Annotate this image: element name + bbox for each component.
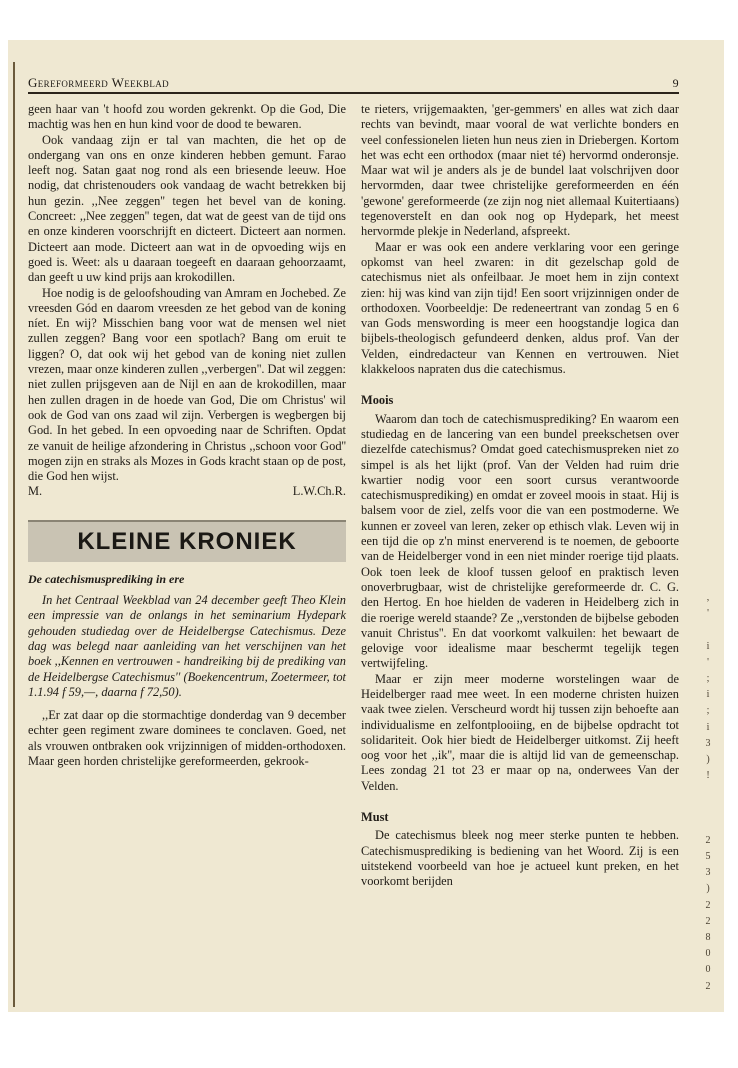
paragraph: Hoe nodig is de geloofshouding van Amram en Jochebed. Ze vreesden Gód en daarom vreesden ze het gebod van de koning níet. En wij? Misschien bang voor wat de mensen wel niet zullen zeggen? Bang voor een spotlach? Bang om eruit te liggen? O, dat ook wij het gebod van de koning niet zullen vrezen, maar onze kinderen zullen ,,verbergen''. Dat wil zeggen: niet zullen prijsgeven aan de Nijl en aan de krokodillen, maar hen zullen dragen in de hoede van God, Die om Christus' wil ook de God van ons zaad wil zijn. Verbergen is wegbergen bij God. In het gebed. In een opvoeding naar de Schriften. Opdat ze vanuit de heilige afzondering in Christus ,,schoon voor God'' mogen zijn en straks als Mozes in Gods kracht staan op de post, die God hen wijst. [28,285,346,484]
margin-mark: 2 [705,834,711,846]
header-rule [28,92,679,94]
margin-mark: 3 [705,737,711,749]
section-heading: Must [361,810,389,825]
margin-mark: 0 [705,964,711,976]
article-title: De catechismusprediking in ere [28,571,185,586]
right-column [361,102,679,890]
margin-mark: ; [706,672,710,684]
margin-mark: 0 [705,948,711,960]
article-intro: In het Centraal Weekblad van 24 december geeft Theo Klein een impressie van de onlangs in het seminarium Hydepark gehouden studiedag over de Heidelbergse Catechismus. Deze dag was belegd naar aanleiding van het verschijnen van het boek ,,Kennen en vertrouwen - handreiking bij de prediking van de Heidelbergse Catechismus'' (Boekencentrum, Zoetermeer, tot 1.1.94 f 59,—, daarna f 72,50). [28,593,346,699]
margin-mark [701,784,715,800]
paragraph: te rieters, vrijgemaakten, 'ger-gemmers' en alles wat zich daar rechts van bevindt, maar vooral de wat verlichte bonders en veel confessionelen lieten hun neus zien in Driebergen. Kortom het was echt een orthodox (maar niet té) hervormd onderonsje. Maar wat wil je anders als je de bundel laat volschrijven door hervormden, daar twee christelijke gereformeerden en één 'gewone' gereformeerde (ze zijn nog niet allemaal Kuitertiaans) tegenoversteIt en dan ook nog op Hydepark, het meest hervormde plekje in Nederland, afspreekt. [361,102,679,239]
margin-mark: 5 [705,851,711,862]
margin-mark [701,817,715,833]
margin-mark: 3 [705,867,711,879]
margin-mark: 2 [705,915,711,927]
signature-author: L.W.Ch.R. [292,484,346,499]
margin-mark: 2 [705,899,711,911]
margin-mark: ' [707,656,709,668]
paragraph: De catechismus bleek nog meer sterke punten te hebben. Catechismusprediking is bediening van het Woord. Zij is een uitstekend voorbeeld van hoe je actueel kunt preken, en het voorkomt berijden [361,828,679,889]
margin-mark: ! [706,770,710,782]
margin-mark [701,622,715,638]
left-column [28,102,346,769]
margin-mark: i [706,721,710,733]
margin-mark [701,800,715,816]
margin-mark: , [706,592,710,603]
section-heading: Moois [361,393,394,408]
paragraph: Waarom dan toch de catechismusprediking? En waarom een studiedag en de lancering van een bundel preekschetsen over diezelfde catechismus? Omdat goed catechismuspreken niet zo simpel is als het lijkt (prof. Van der Velden had ruim drie kwartier nodig voor een soort cursus verantwoorde catechismusprediking) en omdat er zoveel moois in staat. Hij is balsem voor de ziel, zelfs voor die van een postmoderne. We kunnen er zoveel van leren, zeker op ethisch vlak. Leven wij in een tijd die op z'n minst enerverend is te noemen, de geboorte van de Heidelberger vond in een niet minder roerige tijd plaats. Ook toen leek de kloof tussen geloof en praktisch leven onoverbrugbaar, wist de christelijke gereformeerde dr. C. G. den Hertog. En hoe hielden de vaderen in Heidelberg zich in die roerige wereld staande? Ze ,,verstonden de bijbelse geboden vanuit Christus''. En dat voorkomt valkuilen: het bewaart de gelovige voor idealisme maar beschermt tegelijk tegen vertwijfeling. [361,411,679,671]
margin-mark: ) [706,753,710,765]
running-header [28,75,679,91]
binding-edge [13,62,15,1007]
margin-mark: 8 [705,931,711,943]
section-banner-title: KLEINE KRONIEK [77,528,297,556]
margin-mark: i [706,689,710,701]
signature-initial: M. [28,484,43,499]
publication-title: Gereformeerd Weekblad [28,75,170,90]
margin-mark: ; [706,705,710,717]
signature-line [28,484,346,499]
paragraph: Ook vandaag zijn er tal van machten, die het op de ondergang van ons en onze kinderen hebben gemunt. Farao leeft nog. Satan gaat nog rond als een briesende leeuw. Hoe nodig, dat christenouders ook vandaag de wacht betrekken bij hun gezin. ,,Nee zeggen'' tegen het bevel van de koning. Concreet: ,,Nee zeggen'' tegen, dat wat de geest van de tijd ons en onze kinderen voorschrijft en dicteert. Dicteert aan normen. Dicteert aan mode. Dicteert aan wat in de opvoeding wijs en goed is. Weet: als u daaraan toegeeft en daaraan gehoorzaamt, dan geeft u uw kind prijs aan krokodillen. [28,132,346,285]
margin-mark: ' [707,608,709,620]
margin-mark: ) [706,883,710,895]
page-number: 9 [672,76,679,90]
section-banner [28,520,346,562]
paragraph: geen haar van 't hoofd zou worden gekrenkt. Op die God, Die machtig was hen en hun kind voor de dood te bewaren. [28,102,346,132]
paragraph: ,,Er zat daar op die stormachtige donderdag van 9 december echter geen regiment zware dominees te conclaven. Goed, net als vrouwen ontbraken ook vrijzinnigen of midden-orthodoxen. Maar geen horden christelijke gereformeerden, gekrook- [28,708,346,768]
paragraph: Maar er was ook een andere verklaring voor een geringe opkomst van heel zwaren: in dit gezelschap gold de catechismus niet als onfeilbaar. Je moet hem in zijn context zien: hij was kind van zijn tijd! Een soort vrijzinnigen onder de orthodoxen. Voorbeeldje: De redeneertrant van zondag 5 en 6 van Gods menswording is meer een hoogstandje logica dan bijbels-theologisch gefundeerd denken, aldus prof. Van der Velden, eindredacteur van Kennen en vertrouwen. Niet klakkeloos napraten dus die catechismus. [361,239,679,377]
margin-mark: i [706,640,710,652]
paragraph: Maar er zijn meer moderne worstelingen waar de Heidelberger raad mee weet. In een moderne christen huizen vaak twee zielen. Verscheurd wordt hij tussen zijn behoefte aan individualisme en zelfontplooiing, en de bijbelse opdracht tot solidariteit. Ook hier biedt de Heidelberger uitkomst. Zij heeft oog voor het ,,ik'', maar die is altijd lid van de gemeenschap. Lees zondag 21 tot 23 er maar op na, onderwees Van der Velden. [361,671,679,793]
margin-marks [701,590,715,995]
margin-mark: 2 [705,980,711,992]
